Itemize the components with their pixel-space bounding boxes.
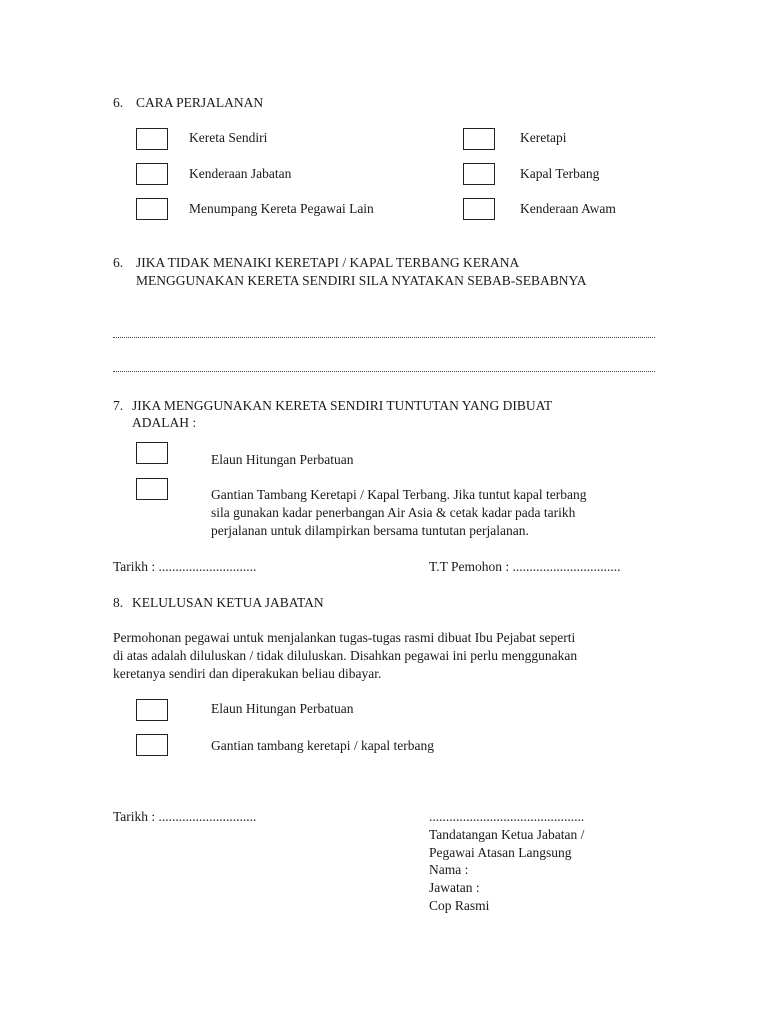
section-8-title: KELULUSAN KETUA JABATAN (132, 595, 324, 610)
applicant-signature-field[interactable]: T.T Pemohon : ................................ (429, 559, 621, 574)
section-6-number: 6. (113, 95, 124, 110)
checkbox-kapal-terbang[interactable] (463, 163, 495, 185)
date-field-8[interactable]: Tarikh : ............................. (113, 809, 257, 824)
option-gantian-tambang-8: Gantian tambang keretapi / kapal terbang (211, 738, 435, 753)
position-field[interactable]: Jawatan : (429, 880, 480, 895)
checkbox-kereta-sendiri[interactable] (136, 128, 168, 150)
hod-signature-caption: Tandatangan Ketua Jabatan / (429, 827, 585, 842)
option-kenderaan-jabatan: Kenderaan Jabatan (189, 166, 292, 181)
date-field-7[interactable]: Tarikh : ............................. (113, 559, 257, 574)
option-keretapi: Keretapi (520, 130, 567, 145)
section-6b-number: 6. (113, 255, 124, 270)
option-gantian-line2: sila gunakan kadar penerbangan Air Asia & cetak kadar pada tarikh (211, 505, 576, 520)
name-field[interactable]: Nama : (429, 862, 469, 877)
checkbox-keretapi[interactable] (463, 128, 495, 150)
option-gantian-line3: perjalanan untuk dilampirkan bersama tuntutan perjalanan. (211, 523, 529, 538)
official-stamp-label: Cop Rasmi (429, 898, 490, 913)
checkbox-elaun-perbatuan-7[interactable] (136, 442, 168, 464)
reason-line-1[interactable] (113, 337, 655, 338)
section-6b-line1: JIKA TIDAK MENAIKI KERETAPI / KAPAL TERBANG KERANA (136, 255, 520, 270)
section-7-line2: ADALAH : (132, 415, 197, 430)
checkbox-menumpang[interactable] (136, 198, 168, 220)
option-kereta-sendiri: Kereta Sendiri (189, 130, 268, 145)
section-6b-line2: MENGGUNAKAN KERETA SENDIRI SILA NYATAKAN SEBAB-SEBABNYA (136, 273, 587, 288)
checkbox-gantian-tambang-7[interactable] (136, 478, 168, 500)
hod-signature-line[interactable]: .............................................. (429, 809, 585, 824)
approval-para-line3: keretanya sendiri dan diperakukan beliau dibayar. (113, 666, 382, 681)
approval-para-line2: di atas adalah diluluskan / tidak diluluskan. Disahkan pegawai ini perlu menggunakan (113, 648, 578, 663)
checkbox-gantian-tambang-8[interactable] (136, 734, 168, 756)
section-8-number: 8. (113, 595, 124, 610)
option-elaun-perbatuan-8: Elaun Hitungan Perbatuan (211, 701, 354, 716)
section-6-title: CARA PERJALANAN (136, 95, 264, 110)
option-elaun-perbatuan-7: Elaun Hitungan Perbatuan (211, 452, 354, 467)
checkbox-kenderaan-awam[interactable] (463, 198, 495, 220)
section-7-number: 7. (113, 398, 124, 413)
supervisor-caption: Pegawai Atasan Langsung (429, 845, 572, 860)
checkbox-kenderaan-jabatan[interactable] (136, 163, 168, 185)
option-menumpang: Menumpang Kereta Pegawai Lain (189, 201, 374, 216)
reason-line-2[interactable] (113, 371, 655, 372)
option-kenderaan-awam: Kenderaan Awam (520, 201, 616, 216)
option-kapal-terbang: Kapal Terbang (520, 166, 600, 181)
checkbox-elaun-perbatuan-8[interactable] (136, 699, 168, 721)
approval-para-line1: Permohonan pegawai untuk menjalankan tugas-tugas rasmi dibuat Ibu Pejabat seperti (113, 630, 576, 645)
option-gantian-line1: Gantian Tambang Keretapi / Kapal Terbang. Jika tuntut kapal terbang (211, 487, 587, 502)
section-7-line1: JIKA MENGGUNAKAN KERETA SENDIRI TUNTUTAN YANG DIBUAT (132, 398, 553, 413)
